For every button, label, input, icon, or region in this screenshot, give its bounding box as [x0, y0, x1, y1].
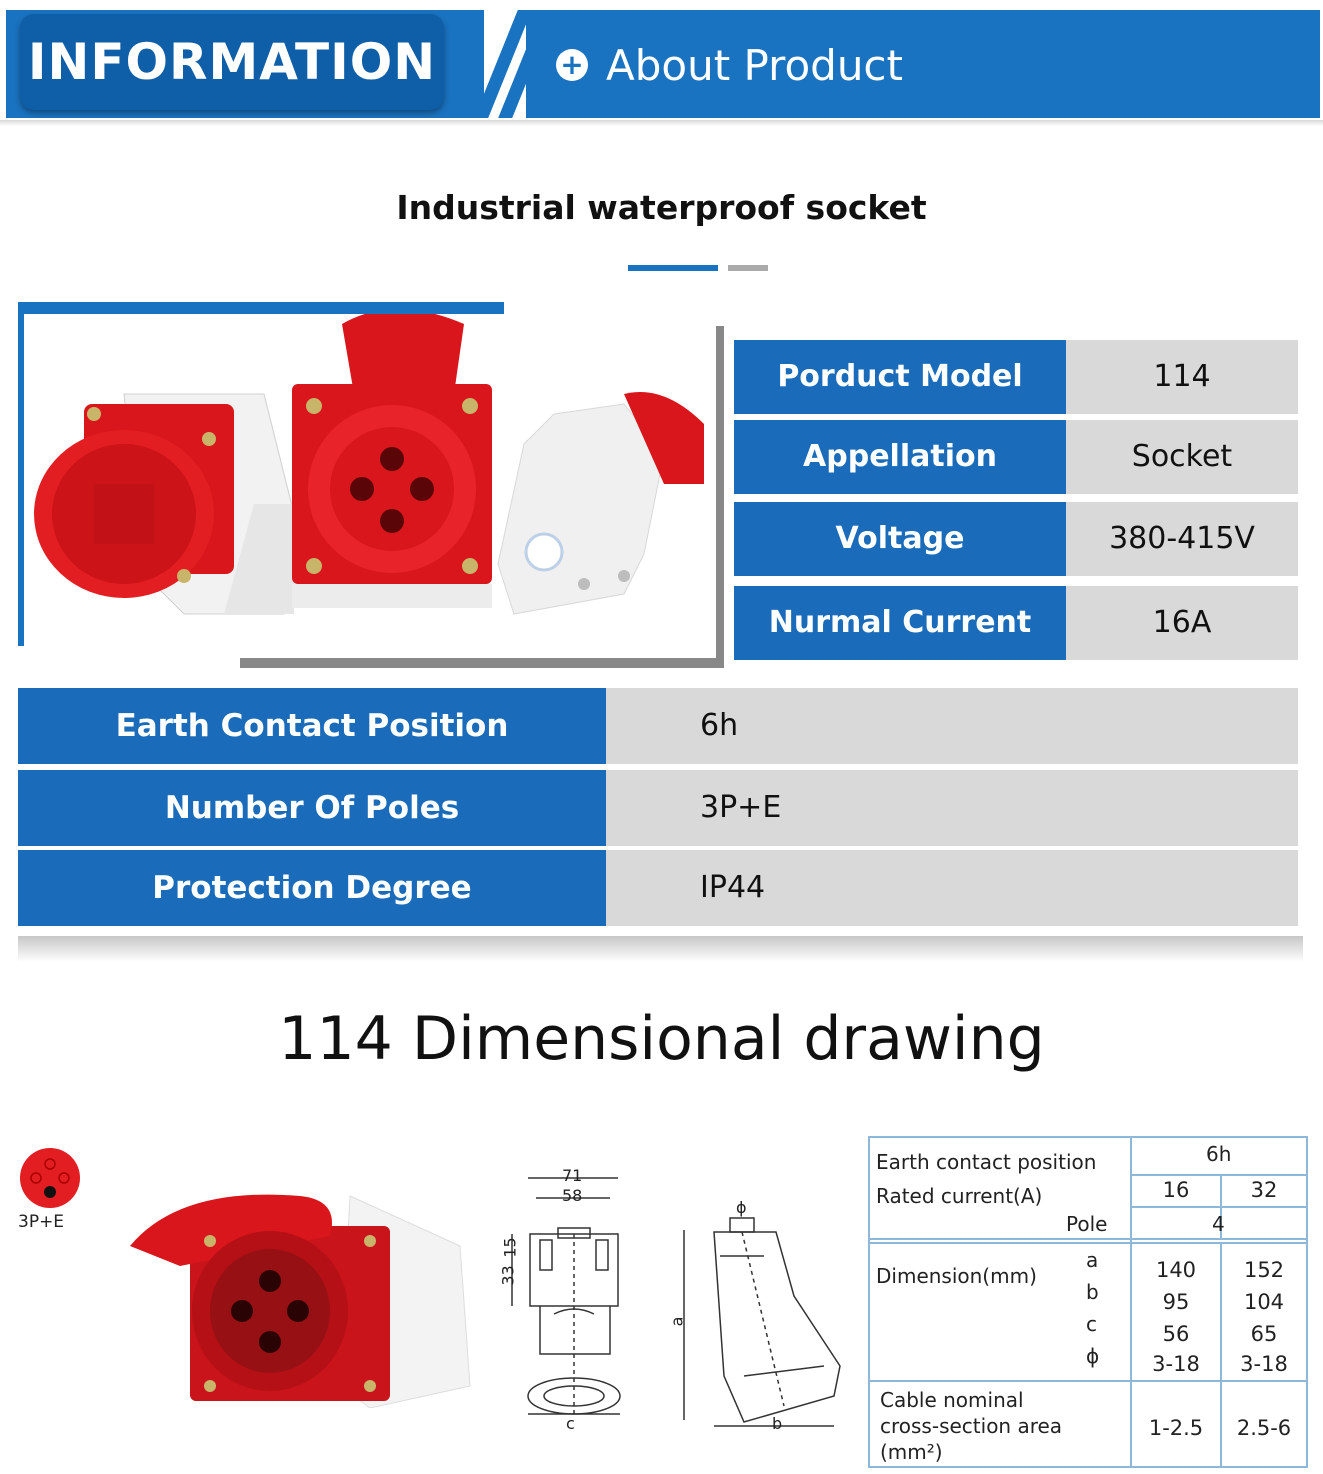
spec-value: 6h — [606, 688, 1298, 764]
plus-circle-icon: + — [556, 49, 588, 81]
socket-product-image — [120, 1186, 480, 1408]
dim-key-phi: ϕ — [1086, 1344, 1100, 1368]
rated-current-16: 16 — [1162, 1178, 1190, 1202]
spec-label: Protection Degree — [18, 850, 606, 926]
spec-value: 380-415V — [1066, 502, 1298, 576]
dimension-71-label: 71 — [562, 1166, 583, 1185]
dimension-b-label: b — [772, 1414, 783, 1433]
cable-label-line2: cross-section area — [880, 1414, 1063, 1438]
dimensional-drawing-title: 114 Dimensional drawing — [278, 1004, 1045, 1074]
dimension-a-label: a — [667, 1316, 687, 1327]
dim-16-c: 56 — [1162, 1322, 1190, 1346]
cable-32: 2.5-6 — [1236, 1416, 1292, 1440]
side-view-drawing — [664, 1196, 854, 1446]
spec-row-voltage — [734, 502, 1298, 576]
rated-current-label: Rated current(A) — [876, 1184, 1043, 1208]
spec-label: Earth Contact Position — [18, 688, 606, 764]
dim-32-a: 152 — [1243, 1258, 1285, 1282]
socket-front-illustration — [292, 314, 492, 608]
subtitle-underline-blue — [628, 265, 718, 271]
spec-row-model — [734, 340, 1298, 414]
page-subtitle: Industrial waterproof socket — [396, 188, 927, 227]
spec-value: IP44 — [606, 850, 1298, 926]
table-shadow — [18, 936, 1303, 962]
front-view-drawing — [500, 1164, 640, 1454]
dim-16-phi: 3-18 — [1152, 1352, 1200, 1376]
dim-key-c: c — [1086, 1312, 1097, 1336]
pole-label: Pole — [1066, 1212, 1108, 1236]
spec-row-poles — [18, 770, 1298, 846]
photo-frame-top — [18, 302, 504, 314]
subtitle-underline-gray — [728, 265, 768, 271]
earth-contact-label: Earth contact position — [876, 1150, 1097, 1174]
dimension-spec-table — [868, 1136, 1308, 1468]
spec-label: Number Of Poles — [18, 770, 606, 846]
cable-label-line1: Cable nominal — [880, 1388, 1024, 1412]
spec-value: 3P+E — [606, 770, 1298, 846]
earth-contact-value: 6h — [1206, 1142, 1232, 1166]
spec-value: Socket — [1066, 420, 1298, 494]
dimension-phi-label: ϕ — [736, 1198, 747, 1217]
dim-key-b: b — [1086, 1280, 1099, 1304]
socket-angled-illustration — [34, 394, 294, 614]
spec-row-protection — [18, 850, 1298, 926]
dim-16-a: 140 — [1155, 1258, 1197, 1282]
about-product-heading — [556, 40, 903, 90]
pole-value: 4 — [1212, 1212, 1225, 1236]
header-shadow — [0, 120, 1323, 126]
cable-16: 1-2.5 — [1148, 1416, 1204, 1440]
spec-label: Voltage — [734, 502, 1066, 576]
photo-frame-right — [716, 326, 724, 668]
dim-key-a: a — [1086, 1248, 1099, 1272]
about-product-label: About Product — [606, 40, 903, 90]
spec-label: Nurmal Current — [734, 586, 1066, 660]
spec-label: Porduct Model — [734, 340, 1066, 414]
dimension-33-label: 33 — [498, 1265, 518, 1286]
photo-frame-bottom — [240, 658, 724, 668]
dimension-label: Dimension(mm) — [876, 1264, 1037, 1288]
pin-layout-label: 3P+E — [18, 1212, 65, 1232]
dimension-15-label: 15 — [500, 1237, 520, 1258]
spec-value: 16A — [1066, 586, 1298, 660]
spec-row-appellation — [734, 420, 1298, 494]
dim-32-b: 104 — [1243, 1290, 1285, 1314]
cable-label-line3: (mm²) — [880, 1440, 943, 1464]
product-photo — [24, 314, 714, 654]
dimension-58-label: 58 — [562, 1186, 583, 1205]
spec-label: Appellation — [734, 420, 1066, 494]
information-title: INFORMATION — [27, 33, 437, 91]
spec-row-current — [734, 586, 1298, 660]
dim-32-c: 65 — [1250, 1322, 1278, 1346]
dim-16-b: 95 — [1162, 1290, 1190, 1314]
rated-current-32: 32 — [1250, 1178, 1278, 1202]
dimension-c-label: c — [566, 1414, 575, 1433]
spec-row-earth-contact — [18, 688, 1298, 764]
spec-value: 114 — [1066, 340, 1298, 414]
socket-side-illustration — [498, 392, 704, 614]
pin-layout-icon — [14, 1146, 86, 1210]
dim-32-phi: 3-18 — [1240, 1352, 1288, 1376]
